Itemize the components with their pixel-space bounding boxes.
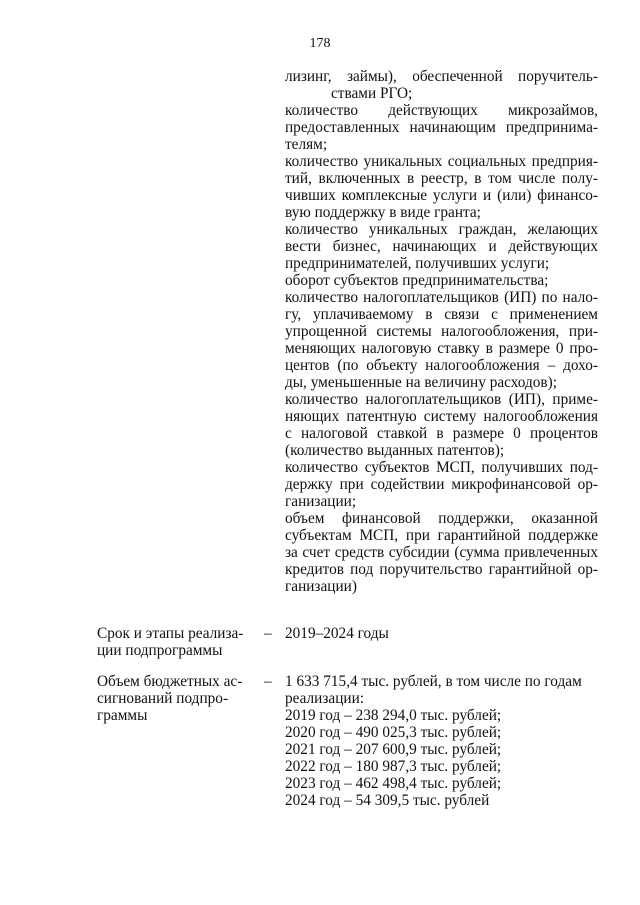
budget-label-line: Объем бюджетных ас- [97, 673, 243, 690]
indicator-line: ствами РГО; [331, 85, 413, 102]
indicator-line: чивших комплексные услуги и (или) финансо- [285, 187, 598, 204]
budget-year-line: 2023 год – 462 498,4 тыс. рублей; [285, 775, 502, 792]
budget-label-line: граммы [97, 707, 148, 724]
indicator-line: количество налогоплательщиков (ИП) по нало- [285, 289, 598, 306]
indicator-line: количество уникальных граждан, желающих [285, 221, 598, 238]
term-label-line: Срок и этапы реализа- [97, 625, 244, 642]
indicator-line: количество уникальных социальных предприя- [285, 153, 598, 170]
budget-dash: – [264, 673, 272, 690]
indicator-line: оборот субъектов предпринимательства; [285, 272, 549, 289]
indicator-line: количество субъектов МСП, получивших под- [285, 459, 598, 476]
indicator-line: лизинг, займы), обеспеченной поручитель- [285, 68, 598, 85]
indicator-line: держку при содействии микрофинансовой ор- [285, 476, 598, 493]
term-value: 2019–2024 годы [285, 625, 389, 642]
budget-value-line: 1 633 715,4 тыс. рублей, в том числе по годам [285, 673, 582, 690]
budget-year-line: 2020 год – 490 025,3 тыс. рублей; [285, 724, 502, 741]
indicator-line: предпринимателей, получивших услуги; [285, 255, 550, 272]
indicator-line: гу, уплачиваемому в связи с применением [285, 306, 598, 323]
indicator-line: предоставленных начинающим предпринима- [285, 119, 598, 136]
indicator-line: за счет средств субсидии (сумма привлеченных [285, 544, 598, 561]
budget-year-line: 2024 год – 54 309,5 тыс. рублей [285, 792, 490, 809]
indicator-line: вести бизнес, начинающих и действующих [285, 238, 598, 255]
indicator-line: объем финансовой поддержки, оказанной [285, 510, 598, 527]
indicator-line: количество действующих микрозаймов, [285, 102, 598, 119]
indicator-line: меняющих налоговую ставку в размере 0 про- [285, 340, 598, 357]
budget-year-line: 2022 год – 180 987,3 тыс. рублей; [285, 758, 502, 775]
indicator-line: упрощенной системы налогообложения, при- [285, 323, 598, 340]
term-label-line: ции подпрограммы [97, 642, 223, 659]
page-number: 178 [309, 36, 331, 51]
indicator-line: ганизации) [285, 578, 357, 595]
budget-value-line: реализации: [285, 690, 365, 707]
indicator-line: субъектам МСП, при гарантийной поддержке [285, 527, 598, 544]
indicator-line: вую поддержку в виде гранта; [285, 204, 481, 221]
indicator-line: кредитов под поручительство гарантийной ор- [285, 561, 598, 578]
budget-year-line: 2021 год – 207 600,9 тыс. рублей; [285, 741, 502, 758]
indicator-line: центов (по объекту налогообложения – дохо- [285, 357, 598, 374]
indicator-line: тий, включенных в реестр, в том числе полу- [285, 170, 598, 187]
indicator-line: няющих патентную систему налогообложения [285, 408, 598, 425]
indicator-line: с налоговой ставкой в размере 0 процентов [285, 425, 598, 442]
term-dash: – [264, 625, 272, 642]
indicator-line: количество налогоплательщиков (ИП), приме- [285, 391, 598, 408]
budget-label-line: сигнований подпро- [97, 690, 229, 707]
indicator-line: телям; [285, 136, 328, 153]
indicator-line: (количество выданных патентов); [285, 442, 505, 459]
budget-year-line: 2019 год – 238 294,0 тыс. рублей; [285, 707, 502, 724]
indicator-line: ды, уменьшенные на величину расходов); [285, 374, 557, 391]
indicator-line: ганизации; [285, 493, 357, 510]
